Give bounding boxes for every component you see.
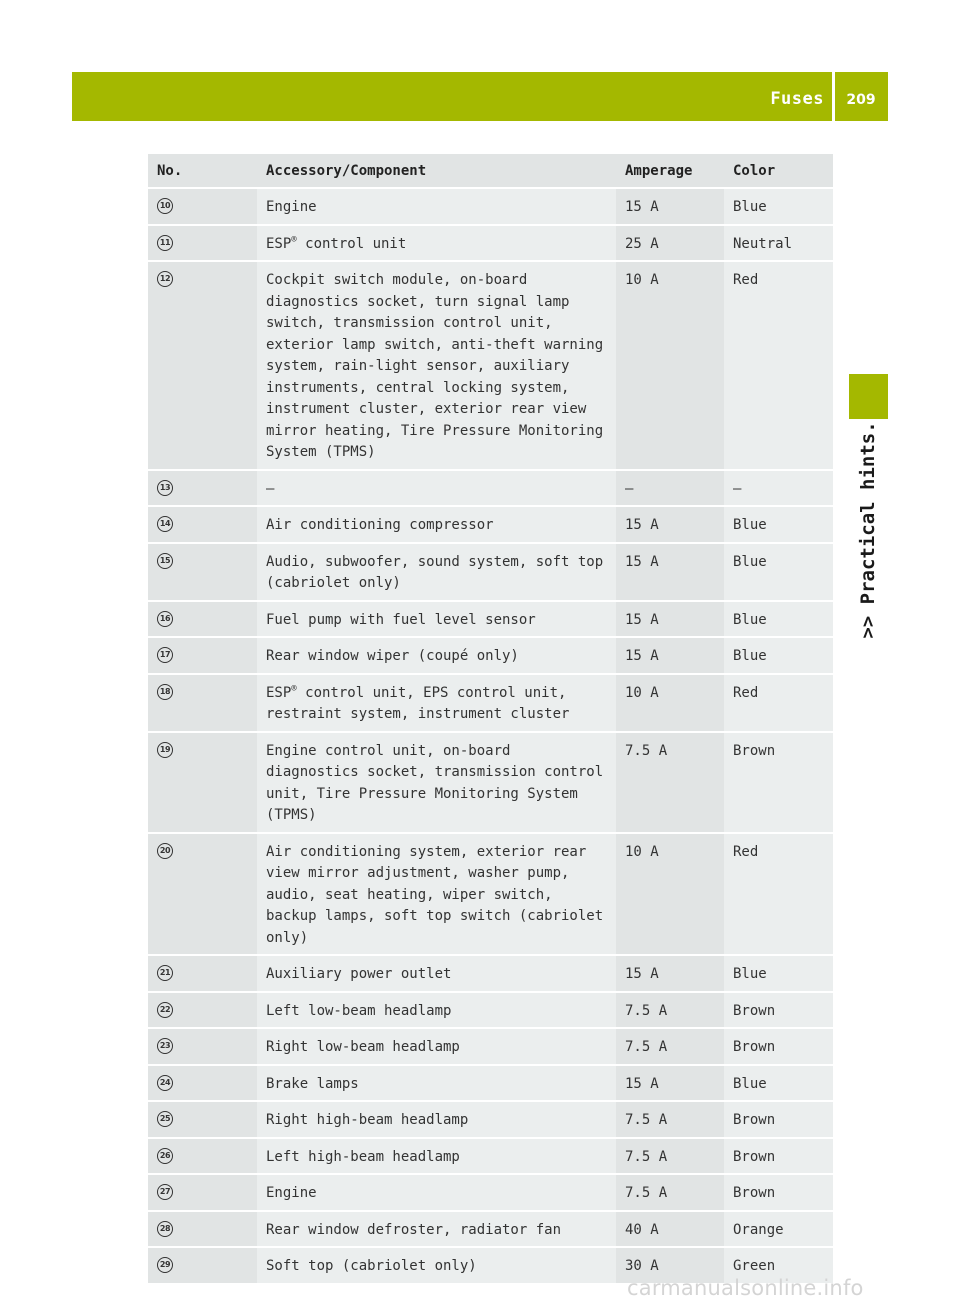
fuse-number-badge: 22 bbox=[157, 1002, 173, 1018]
fuse-number-cell bbox=[148, 601, 257, 638]
fuse-number-badge: 16 bbox=[157, 611, 173, 627]
fuse-number-cell bbox=[148, 1101, 257, 1138]
component-text: Fuel pump with fuel level sensor bbox=[266, 611, 536, 628]
color-text: Neutral bbox=[733, 235, 793, 252]
color-cell bbox=[724, 1174, 833, 1211]
amperage-text: 15 A bbox=[625, 966, 659, 982]
fuse-number-badge: 14 bbox=[157, 516, 173, 532]
color-cell bbox=[724, 506, 833, 543]
color-cell bbox=[724, 1101, 833, 1138]
fuse-table bbox=[148, 154, 833, 1283]
amperage-cell bbox=[616, 543, 724, 601]
amperage-text: 40 A bbox=[625, 1221, 659, 1238]
fuse-number-cell bbox=[148, 1138, 257, 1175]
component-text: Right low-beam headlamp bbox=[266, 1039, 460, 1055]
color-text: Blue bbox=[733, 648, 767, 664]
component-text: Engine control unit, on-board diagnostics socket, transmission control unit, Tire Pressure Monitoring System (TPMS) bbox=[266, 742, 604, 823]
color-text: Orange bbox=[733, 1221, 784, 1238]
fuse-number-cell bbox=[148, 188, 257, 225]
fuse-number-badge: 26 bbox=[157, 1148, 173, 1164]
component-cell bbox=[257, 1065, 616, 1102]
fuse-number-badge: 27 bbox=[157, 1184, 173, 1200]
component-cell bbox=[257, 261, 616, 470]
color-cell bbox=[724, 470, 833, 507]
amperage-text: 15 A bbox=[625, 517, 659, 533]
color-text: Brown bbox=[733, 1148, 776, 1165]
fuse-number-badge: 18 bbox=[157, 684, 173, 700]
amperage-text: 7.5 A bbox=[625, 1185, 668, 1201]
fuse-number-badge: 20 bbox=[157, 843, 173, 859]
color-text: Brown bbox=[733, 1039, 776, 1055]
fuse-number-cell bbox=[148, 1174, 257, 1211]
amperage-cell bbox=[616, 1138, 724, 1175]
color-cell bbox=[724, 732, 833, 833]
component-cell bbox=[257, 601, 616, 638]
table-row bbox=[148, 188, 833, 225]
fuse-number-badge: 21 bbox=[157, 965, 173, 981]
table-row bbox=[148, 470, 833, 507]
component-text: Left low-beam headlamp bbox=[266, 1002, 452, 1019]
fuse-number-cell bbox=[148, 637, 257, 674]
component-text: Soft top (cabriolet only) bbox=[266, 1258, 477, 1274]
component-cell bbox=[257, 506, 616, 543]
fuse-number-cell bbox=[148, 506, 257, 543]
color-text: Blue bbox=[733, 553, 767, 570]
fuse-number-badge: 29 bbox=[157, 1257, 173, 1273]
amperage-cell bbox=[616, 188, 724, 225]
color-text: Blue bbox=[733, 1075, 767, 1092]
table-row bbox=[148, 225, 833, 262]
fuse-number-cell bbox=[148, 543, 257, 601]
fuse-number-badge: 17 bbox=[157, 647, 173, 663]
color-text: Red bbox=[733, 843, 759, 860]
amperage-text: 10 A bbox=[625, 684, 659, 701]
table-row bbox=[148, 1028, 833, 1065]
fuse-number-badge: 19 bbox=[157, 742, 173, 758]
color-cell bbox=[724, 637, 833, 674]
fuse-number-cell bbox=[148, 1065, 257, 1102]
table-row bbox=[148, 506, 833, 543]
component-cell bbox=[257, 1174, 616, 1211]
table-row bbox=[148, 674, 833, 732]
fuse-number-badge: 13 bbox=[157, 480, 173, 496]
color-cell bbox=[724, 1028, 833, 1065]
color-cell bbox=[724, 543, 833, 601]
color-cell bbox=[724, 225, 833, 262]
amperage-text: 7.5 A bbox=[625, 1112, 668, 1128]
table-row bbox=[148, 261, 833, 470]
table-row bbox=[148, 1211, 833, 1248]
fuse-number-cell bbox=[148, 674, 257, 732]
column-header-no: No. bbox=[148, 154, 257, 188]
table-row bbox=[148, 732, 833, 833]
amperage-cell bbox=[616, 601, 724, 638]
page-title: Fuses bbox=[770, 89, 824, 109]
table-row bbox=[148, 1101, 833, 1138]
amperage-text: — bbox=[625, 480, 634, 497]
amperage-cell bbox=[616, 1211, 724, 1248]
fuse-number-badge: 10 bbox=[157, 198, 173, 214]
table-row bbox=[148, 1174, 833, 1211]
component-cell bbox=[257, 1211, 616, 1248]
component-cell bbox=[257, 1247, 616, 1283]
fuse-number-cell bbox=[148, 992, 257, 1029]
fuse-number-cell bbox=[148, 1211, 257, 1248]
component-cell bbox=[257, 955, 616, 992]
component-cell bbox=[257, 188, 616, 225]
table-row bbox=[148, 637, 833, 674]
amperage-cell bbox=[616, 833, 724, 956]
color-text: Blue bbox=[733, 611, 767, 628]
fuse-number-badge: 12 bbox=[157, 271, 173, 287]
component-text: ESP® control unit, EPS control unit, restraint system, instrument cluster bbox=[266, 683, 570, 722]
color-text: Brown bbox=[733, 742, 776, 759]
amperage-text: 15 A bbox=[625, 1075, 659, 1092]
fuse-number-badge: 23 bbox=[157, 1038, 173, 1054]
color-text: — bbox=[733, 480, 742, 497]
amperage-cell bbox=[616, 1174, 724, 1211]
color-text: Green bbox=[733, 1258, 776, 1274]
amperage-cell bbox=[616, 470, 724, 507]
component-cell bbox=[257, 1101, 616, 1138]
fuse-number-badge: 24 bbox=[157, 1075, 173, 1091]
component-cell bbox=[257, 833, 616, 956]
component-cell bbox=[257, 674, 616, 732]
component-text: Cockpit switch module, on-board diagnostics socket, turn signal lamp switch, transmission control unit, exterior lamp switch, anti-theft warning system, rain-light sensor, auxiliary instruments, central locking system, instrument cluster, exterior rear view mirror heating, Tire Pressure Monitoring System (TPMS) bbox=[266, 272, 604, 460]
amperage-cell bbox=[616, 637, 724, 674]
amperage-cell bbox=[616, 732, 724, 833]
fuse-number-badge: 28 bbox=[157, 1221, 173, 1237]
component-cell bbox=[257, 1028, 616, 1065]
amperage-cell bbox=[616, 955, 724, 992]
column-header-component: Accessory/Component bbox=[257, 154, 616, 188]
amperage-text: 7.5 A bbox=[625, 1148, 668, 1165]
color-cell bbox=[724, 833, 833, 956]
amperage-cell bbox=[616, 674, 724, 732]
color-cell bbox=[724, 1138, 833, 1175]
color-text: Blue bbox=[733, 966, 767, 982]
component-cell bbox=[257, 992, 616, 1029]
fuse-number-cell bbox=[148, 470, 257, 507]
page-number: 209 bbox=[846, 92, 876, 108]
component-cell bbox=[257, 1138, 616, 1175]
header-divider bbox=[832, 72, 835, 121]
color-cell bbox=[724, 601, 833, 638]
amperage-cell bbox=[616, 506, 724, 543]
component-text: Air conditioning system, exterior rear view mirror adjustment, washer pump, audio, seat heating, wiper switch, backup lamps, soft top switch (cabriolet only) bbox=[266, 843, 604, 946]
component-cell bbox=[257, 225, 616, 262]
amperage-cell bbox=[616, 992, 724, 1029]
component-text: — bbox=[266, 480, 275, 497]
amperage-cell bbox=[616, 225, 724, 262]
fuse-number-cell bbox=[148, 1028, 257, 1065]
component-text: ESP® control unit bbox=[266, 234, 407, 252]
color-cell bbox=[724, 955, 833, 992]
table-row bbox=[148, 1138, 833, 1175]
amperage-text: 15 A bbox=[625, 199, 659, 215]
component-cell bbox=[257, 732, 616, 833]
component-text: Auxiliary power outlet bbox=[266, 966, 452, 982]
amperage-text: 25 A bbox=[625, 235, 659, 252]
component-text: Audio, subwoofer, sound system, soft top (cabriolet only) bbox=[266, 553, 604, 591]
color-cell bbox=[724, 261, 833, 470]
component-cell bbox=[257, 470, 616, 507]
amperage-text: 7.5 A bbox=[625, 1039, 668, 1055]
color-text: Brown bbox=[733, 1112, 776, 1128]
column-header-amperage: Amperage bbox=[616, 154, 724, 188]
component-text: Rear window wiper (coupé only) bbox=[266, 648, 519, 664]
amperage-text: 15 A bbox=[625, 648, 659, 664]
component-text: Brake lamps bbox=[266, 1075, 359, 1092]
component-text: Left high-beam headlamp bbox=[266, 1148, 460, 1165]
fuse-number-cell bbox=[148, 225, 257, 262]
section-tab-marker bbox=[849, 374, 888, 419]
table-row bbox=[148, 601, 833, 638]
component-text: Rear window defroster, radiator fan bbox=[266, 1221, 562, 1238]
color-text: Brown bbox=[733, 1185, 776, 1201]
fuse-number-cell bbox=[148, 955, 257, 992]
amperage-text: 15 A bbox=[625, 611, 659, 628]
component-cell bbox=[257, 637, 616, 674]
color-text: Blue bbox=[733, 517, 767, 533]
fuse-number-cell bbox=[148, 833, 257, 956]
amperage-text: 30 A bbox=[625, 1258, 659, 1274]
component-text: Air conditioning compressor bbox=[266, 517, 494, 533]
amperage-cell bbox=[616, 1028, 724, 1065]
color-cell bbox=[724, 674, 833, 732]
component-text: Engine bbox=[266, 199, 317, 215]
fuse-number-cell bbox=[148, 261, 257, 470]
component-text: Engine bbox=[266, 1185, 317, 1201]
color-text: Red bbox=[733, 272, 759, 288]
amperage-cell bbox=[616, 1065, 724, 1102]
fuse-number-badge: 15 bbox=[157, 553, 173, 569]
fuse-table-body bbox=[148, 188, 833, 1283]
amperage-text: 10 A bbox=[625, 272, 659, 288]
color-text: Blue bbox=[733, 199, 767, 215]
table-row bbox=[148, 833, 833, 956]
color-text: Brown bbox=[733, 1002, 776, 1019]
table-header-row bbox=[148, 154, 833, 188]
section-label: >> Practical hints. bbox=[857, 421, 879, 639]
color-cell bbox=[724, 992, 833, 1029]
component-cell bbox=[257, 543, 616, 601]
component-text: Right high-beam headlamp bbox=[266, 1112, 469, 1128]
amperage-cell bbox=[616, 261, 724, 470]
color-cell bbox=[724, 1065, 833, 1102]
color-text: Red bbox=[733, 684, 759, 701]
amperage-text: 7.5 A bbox=[625, 1002, 668, 1019]
color-cell bbox=[724, 188, 833, 225]
watermark: carmanualsonline.info bbox=[627, 1276, 864, 1300]
table-row bbox=[148, 955, 833, 992]
table-row bbox=[148, 992, 833, 1029]
table-row bbox=[148, 1065, 833, 1102]
table-row bbox=[148, 543, 833, 601]
color-cell bbox=[724, 1211, 833, 1248]
fuse-number-badge: 11 bbox=[157, 235, 173, 251]
amperage-cell bbox=[616, 1101, 724, 1138]
amperage-text: 15 A bbox=[625, 553, 659, 570]
column-header-color: Color bbox=[724, 154, 833, 188]
fuse-number-cell bbox=[148, 1247, 257, 1283]
amperage-text: 7.5 A bbox=[625, 742, 668, 759]
fuse-number-cell bbox=[148, 732, 257, 833]
amperage-text: 10 A bbox=[625, 843, 659, 860]
fuse-number-badge: 25 bbox=[157, 1111, 173, 1127]
